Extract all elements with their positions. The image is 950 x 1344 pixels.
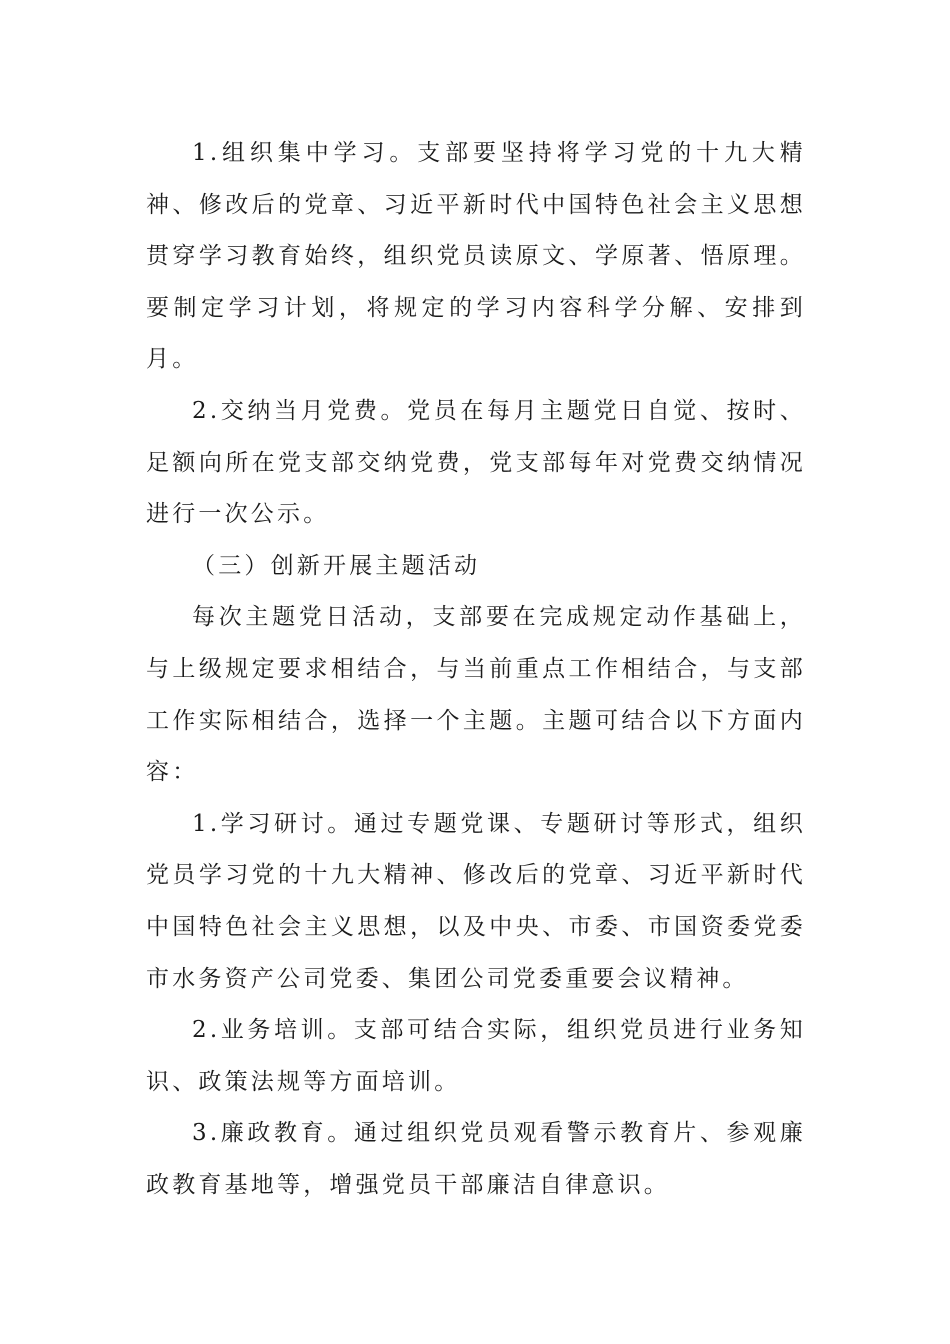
section-heading: （三）创新开展主题活动 [192, 552, 481, 579]
document-body [146, 128, 806, 1211]
paragraph-business-training: 2.业务培训。支部可结合实际，组织党员进行业务知识、政策法规等方面培训。 [146, 1017, 806, 1095]
paragraph-study-discussion: 1.学习研讨。通过专题党课、专题研讨等形式，组织党员学习党的十九大精神、修改后的党章、习近平新时代中国特色社会主义思想，以及中央、市委、市国资委党委市水务资产公司党委、集团公司党委重要会议精神。 [146, 810, 806, 992]
paragraph-integrity-education: 3.廉政教育。通过组织党员观看警示教育片、参观廉政教育基地等，增强党员干部廉洁自律意识。 [146, 1120, 806, 1198]
paragraph-theme-activity: 每次主题党日活动，支部要在完成规定动作基础上，与上级规定要求相结合，与当前重点工作相结合，与支部工作实际相结合，选择一个主题。主题可结合以下方面内容： [146, 604, 806, 786]
paragraph-study: 1.组织集中学习。支部要坚持将学习党的十九大精神、修改后的党章、习近平新时代中国特色社会主义思想贯穿学习教育始终，组织党员读原文、学原著、悟原理。要制定学习计划，将规定的学习内容科学分解、安排到月。 [146, 140, 806, 373]
paragraph-party-dues: 2.交纳当月党费。党员在每月主题党日自觉、按时、足额向所在党支部交纳党费，党支部每年对党费交纳情况进行一次公示。 [146, 397, 806, 528]
